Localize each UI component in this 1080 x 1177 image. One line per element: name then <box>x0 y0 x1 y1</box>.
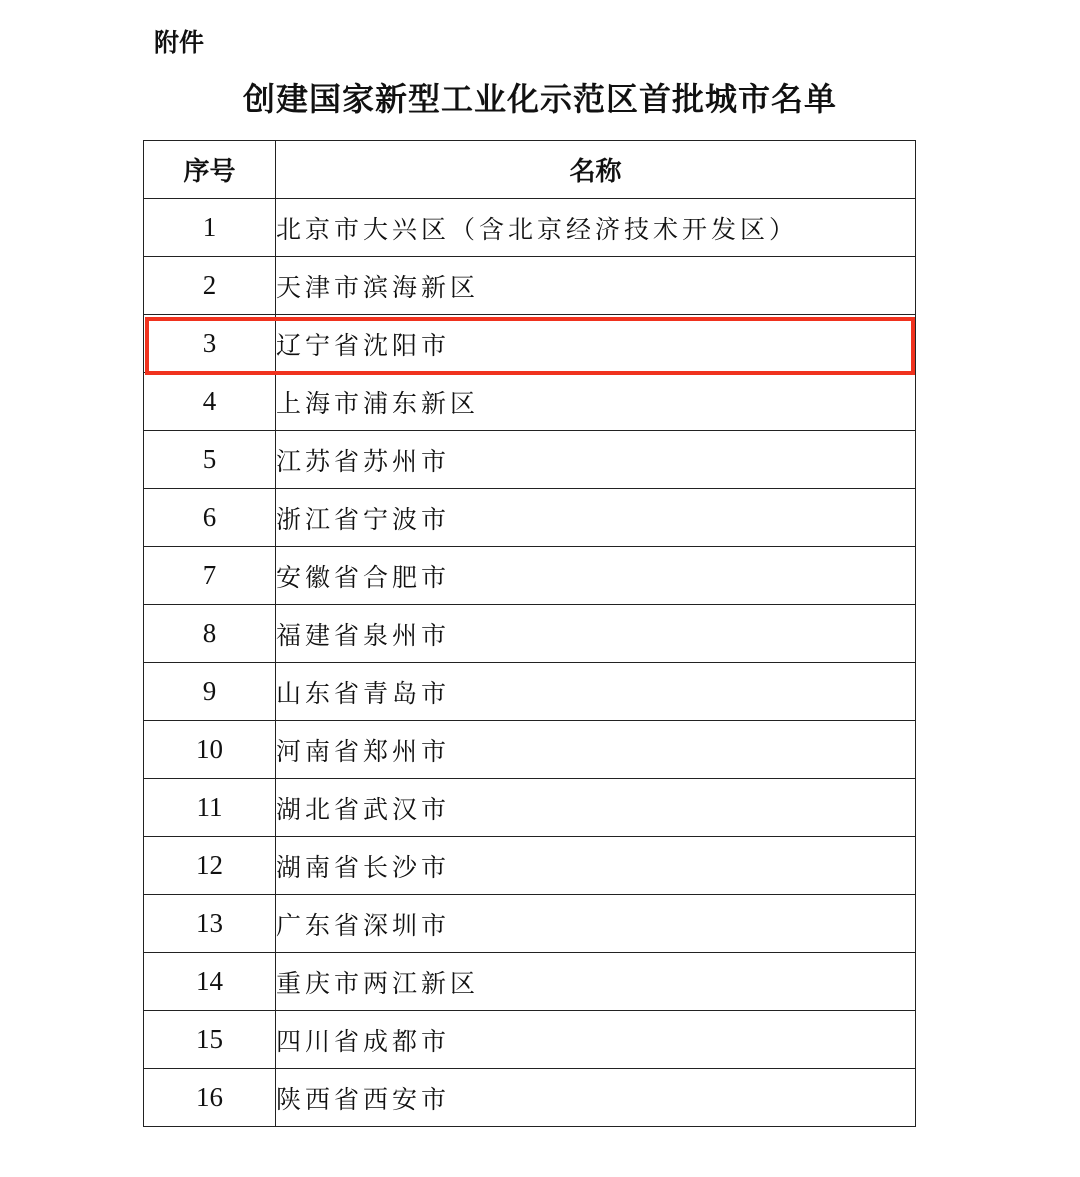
row-name: 上海市浦东新区 <box>276 373 916 431</box>
attachment-label: 附件 <box>154 28 205 57</box>
row-number: 12 <box>144 837 276 895</box>
header-name: 名称 <box>276 141 916 199</box>
row-name: 浙江省宁波市 <box>276 489 916 547</box>
row-name: 重庆市两江新区 <box>276 953 916 1011</box>
row-number: 11 <box>144 779 276 837</box>
table-row <box>144 663 916 721</box>
table-row <box>144 431 916 489</box>
row-name: 河南省郑州市 <box>276 721 916 779</box>
row-name: 北京市大兴区（含北京经济技术开发区） <box>276 199 916 257</box>
row-number: 15 <box>144 1011 276 1069</box>
row-name: 辽宁省沈阳市 <box>276 315 916 373</box>
city-list-table <box>143 140 916 1127</box>
table-row <box>144 953 916 1011</box>
row-name: 安徽省合肥市 <box>276 547 916 605</box>
row-number: 4 <box>144 373 276 431</box>
row-number: 8 <box>144 605 276 663</box>
row-number: 5 <box>144 431 276 489</box>
table-row <box>144 1011 916 1069</box>
row-number: 13 <box>144 895 276 953</box>
document-title: 创建国家新型工业化示范区首批城市名单 <box>242 80 837 118</box>
row-name: 天津市滨海新区 <box>276 257 916 315</box>
table-row <box>144 721 916 779</box>
table-row <box>144 605 916 663</box>
table-row <box>144 373 916 431</box>
table-row <box>144 257 916 315</box>
table-row <box>144 315 916 373</box>
row-number: 1 <box>144 199 276 257</box>
row-name: 湖北省武汉市 <box>276 779 916 837</box>
table-row <box>144 1069 916 1127</box>
row-number: 9 <box>144 663 276 721</box>
row-name: 广东省深圳市 <box>276 895 916 953</box>
table-row <box>144 779 916 837</box>
table-row <box>144 837 916 895</box>
row-name: 山东省青岛市 <box>276 663 916 721</box>
row-number: 14 <box>144 953 276 1011</box>
row-number: 16 <box>144 1069 276 1127</box>
row-number: 7 <box>144 547 276 605</box>
table-row <box>144 895 916 953</box>
row-name: 福建省泉州市 <box>276 605 916 663</box>
row-number: 6 <box>144 489 276 547</box>
row-name: 湖南省长沙市 <box>276 837 916 895</box>
row-name: 江苏省苏州市 <box>276 431 916 489</box>
row-name: 四川省成都市 <box>276 1011 916 1069</box>
row-number: 10 <box>144 721 276 779</box>
row-number: 3 <box>144 315 276 373</box>
table-header-row <box>144 141 916 199</box>
header-serial-number: 序号 <box>144 141 276 199</box>
table-row <box>144 199 916 257</box>
row-name: 陕西省西安市 <box>276 1069 916 1127</box>
table-row <box>144 489 916 547</box>
table-row <box>144 547 916 605</box>
row-number: 2 <box>144 257 276 315</box>
